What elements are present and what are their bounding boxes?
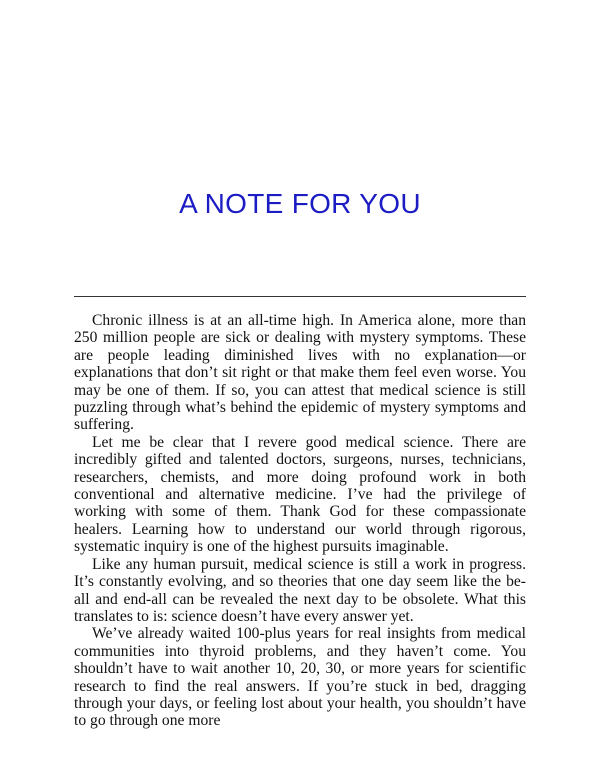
title-divider bbox=[74, 296, 526, 297]
paragraph: We’ve already waited 100-plus years for real insights from medical communities into thyroid problems, and they haven’t come. You shouldn’t have to wait another 10, 20, 30, or more years for scientific research to find the real answers. If you’re stuck in bed, dragging through your days, or feeling lost about your health, you shouldn’t have to go through one more bbox=[74, 625, 526, 730]
paragraph: Chronic illness is at an all-time high. In America alone, more than 250 million people are sick or dealing with mystery symptoms. These are people leading diminished lives with no explanation—or explanations that don’t sit right or that make them feel even worse. You may be one of them. If so, you can attest that medical science is still puzzling through what’s behind the epidemic of mystery symptoms and suffering. bbox=[74, 312, 526, 434]
paragraph: Let me be clear that I revere good medical science. There are incredibly gifted and talented doctors, surgeons, nurses, technicians, researchers, chemists, and more doing profound work in both conventional and alternative medicine. I’ve had the privilege of working with some of them. Thank God for these compassionate healers. Learning how to understand our world through rigorous, systematic inquiry is one of the highest pursuits imaginable. bbox=[74, 433, 526, 556]
chapter-title: A NOTE FOR YOU bbox=[179, 188, 421, 219]
paragraph: Like any human pursuit, medical science is still a work in progress. It’s constantly evolving, and so theories that one day seem like the be-all and end-all can be revealed the next day to be obsolete. What this translates to is: science doesn’t have every answer yet. bbox=[74, 555, 526, 625]
body-text bbox=[74, 312, 526, 730]
